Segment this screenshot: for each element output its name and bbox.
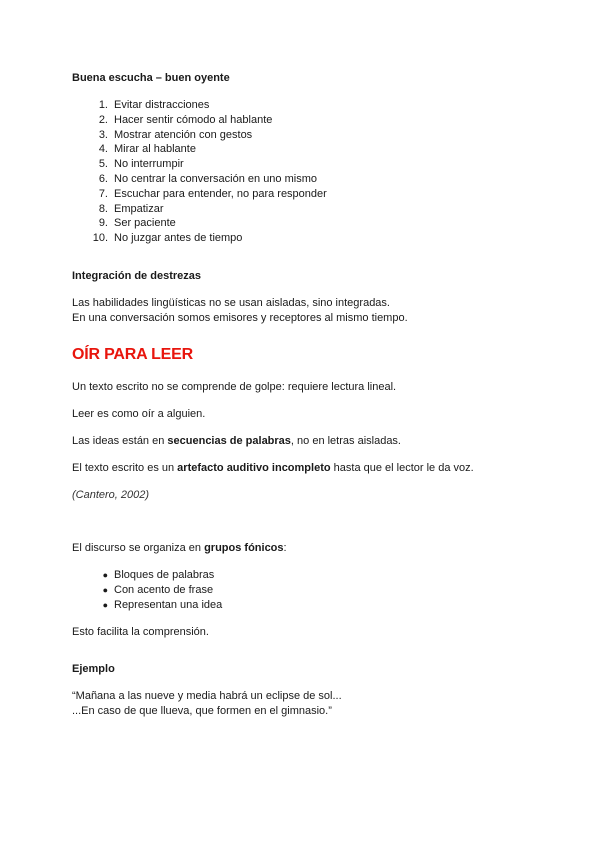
quote-line: ...En caso de que llueva, que formen en el gimnasio.” <box>72 705 332 717</box>
citation: (Cantero, 2002) <box>72 489 150 501</box>
paragraph: Esto facilita la comprensión. <box>72 626 209 638</box>
list-item: 2. Hacer sentir cómodo al hablante <box>98 113 273 126</box>
paragraph-line: En una conversación somos emisores y receptores al mismo tiempo. <box>72 312 408 324</box>
paragraph: Un texto escrito no se comprende de golpe: requiere lectura lineal. <box>72 381 397 393</box>
heading-ejemplo: Ejemplo <box>72 663 115 675</box>
bullet-icon: ● <box>102 584 108 595</box>
list-item: 6. No centrar la conversación en uno mismo <box>98 172 317 185</box>
paragraph: El discurso se organiza en grupos fónicos: <box>72 542 287 554</box>
list-item: 1. Evitar distracciones <box>98 99 210 111</box>
list-item: 9. Ser paciente <box>98 217 176 230</box>
bullet-icon: ● <box>102 599 108 610</box>
bullet-icon: ● <box>102 570 108 580</box>
list-item: ● Bloques de palabras <box>72 568 222 583</box>
list-item: 7. Escuchar para entender, no para responder <box>98 187 327 200</box>
quote-line: “Mañana a las nueve y media habrá un eclipse de sol... <box>72 690 342 702</box>
emphasis: secuencias de palabras <box>167 435 291 447</box>
list-item: 5. No interrumpir <box>98 158 184 171</box>
emphasis: artefacto auditivo incompleto <box>177 462 331 474</box>
paragraph: Leer es como oír a alguien. <box>72 408 206 420</box>
paragraph: Las ideas están en secuencias de palabras, no en letras aisladas. <box>72 435 401 447</box>
paragraph: El texto escrito es un artefacto auditivo incompleto hasta que el lector le da voz. <box>72 462 474 474</box>
list-item: 3. Mostrar atención con gestos <box>98 128 253 141</box>
list-item: 10. No juzgar antes de tiempo <box>92 232 243 245</box>
list-item: ● Representan una idea <box>72 598 222 613</box>
list-item: 4. Mirar al hablante <box>98 143 196 156</box>
list-item: ● Con acento de frase <box>72 583 222 598</box>
heading-buena-escucha: Buena escucha – buen oyente <box>72 72 230 84</box>
heading-integracion: Integración de destrezas <box>72 270 201 282</box>
bullet-list-grupos-fonicos <box>72 568 222 612</box>
section-title-oir-para-leer: OÍR PARA LEER <box>72 346 193 363</box>
list-item: 8. Empatizar <box>98 202 164 215</box>
paragraph-line: Las habilidades lingüísticas no se usan aisladas, sino integradas. <box>72 297 390 309</box>
emphasis: grupos fónicos <box>204 542 284 554</box>
numbered-list-listening <box>72 98 327 246</box>
